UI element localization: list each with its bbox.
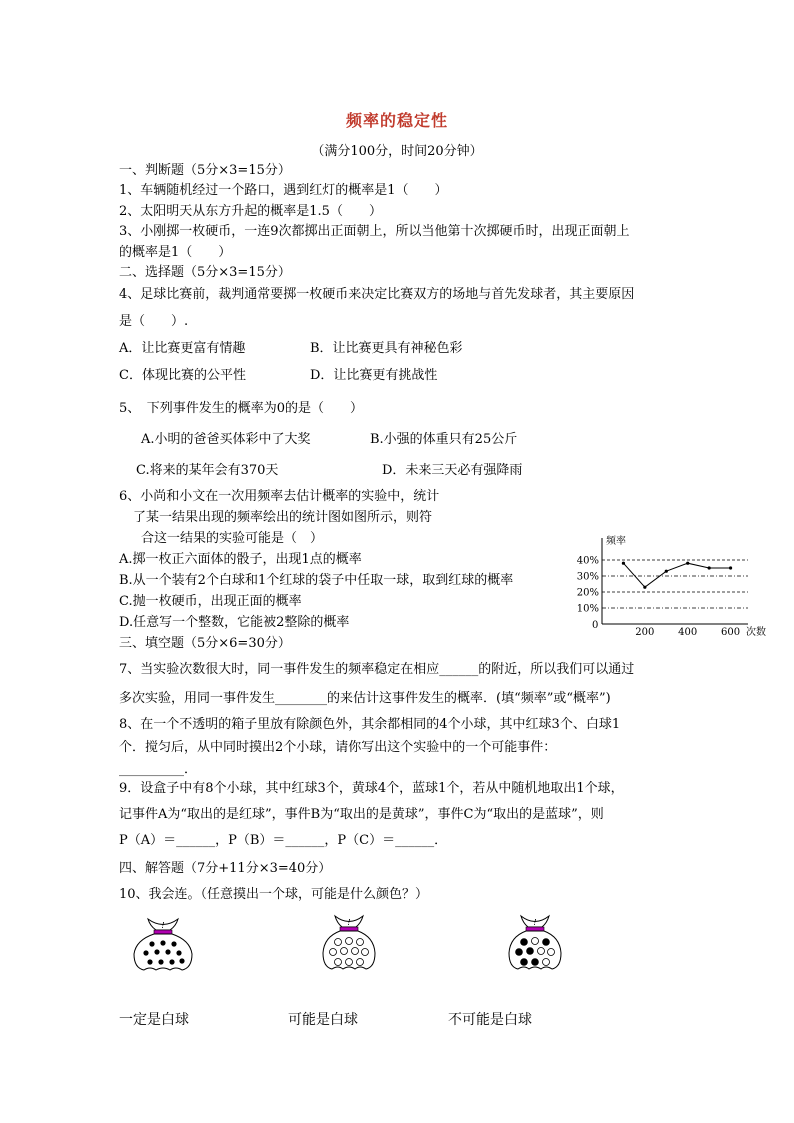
y-tick-label: 40% <box>576 555 599 567</box>
question-4-option-c: C．体现比赛的公平性 <box>119 368 246 383</box>
x-tick-label: 400 <box>678 627 698 638</box>
chart-axes <box>602 538 748 624</box>
question-9-line3: P（A）＝______，P（B）＝______，P（C）＝______． <box>119 833 448 848</box>
label-impossible-white: 不可能是白球 <box>448 1012 532 1028</box>
question-6-option-c: C.抛一枚硬币，出现正面的概率 <box>119 594 302 609</box>
chart-gridlines <box>602 560 748 608</box>
x-tick-label: 200 <box>635 627 655 638</box>
question-4-option-b: B．让比赛更具有神秘色彩 <box>310 341 463 356</box>
frequency-line-chart <box>570 532 766 644</box>
data-point <box>643 586 646 589</box>
chart-series <box>622 562 732 589</box>
bag-all-white-balls-icon <box>320 913 378 973</box>
bag-mixed-balls-icon <box>506 913 564 973</box>
question-3-line1: 3、小刚掷一枚硬币，一连9次都掷出正面朝上，所以当他第十次掷硬币时，出现正面朝上 <box>119 224 630 239</box>
question-10: 10、我会连。（任意摸出一个球，可能是什么颜色？） <box>119 887 429 902</box>
question-8-line1: 8、在一个不透明的箱子里放有除颜色外，其余都相同的4个小球，其中红球3个、白球1 <box>119 717 621 732</box>
y-tick-label: 10% <box>576 603 599 615</box>
section4-heading: 四、解答题（7分+11分×3=40分） <box>119 861 332 876</box>
question-6-option-b: B.从一个装有2个白球和1个红球的袋子中任取一球，取到红球的概率 <box>119 573 514 588</box>
question-9-line2: 记事件A为“取出的是红球”，事件B为“取出的是黄球”，事件C为“取出的是蓝球”，则 <box>119 807 604 822</box>
question-7-line1: 7、当实验次数很大时，同一事件发生的频率稳定在相应______的附近，所以我们可以通过 <box>119 662 635 677</box>
svg-text:!: ! <box>533 918 537 927</box>
section3-heading: 三、填空题（5分×6=30分） <box>119 636 291 651</box>
page-subtitle: （满分100分，时间20分钟） <box>311 144 483 159</box>
bag-all-black-balls-icon <box>130 916 196 974</box>
question-3-line2: 的概率是1（ ） <box>119 245 232 260</box>
label-possibly-white: 可能是白球 <box>288 1012 358 1028</box>
svg-text:!: ! <box>161 921 165 930</box>
data-point <box>665 570 668 573</box>
question-8-line2: 个．搅匀后，从中同时摸出2个小球，请你写出这个实验中的一个可能事件： <box>119 740 557 755</box>
chart-tick-labels <box>577 534 766 638</box>
data-point <box>729 566 732 569</box>
origin-label: 0 <box>592 620 599 631</box>
question-6-line2: 了某一结果出现的频率绘出的统计图如图所示，则符 <box>133 510 433 525</box>
data-point <box>686 562 689 565</box>
x-tick-label: 600 <box>721 627 741 638</box>
question-2: 2、太阳明天从东方升起的概率是1.5（ ） <box>119 204 382 219</box>
question-4-option-a: A．让比赛更富有情趣 <box>119 341 246 356</box>
y-tick-label: 30% <box>576 571 599 583</box>
svg-text:!: ! <box>347 918 351 927</box>
question-6-line1: 6、小尚和小文在一次用频率去估计概率的实验中，统计 <box>119 489 440 504</box>
question-1: 1、车辆随机经过一个路口，遇到红灯的概率是1（ ） <box>119 183 448 198</box>
question-6-line3: 合这一结果的实验可能是（ ） <box>141 531 324 546</box>
data-point <box>708 566 711 569</box>
label-definitely-white: 一定是白球 <box>119 1012 189 1028</box>
question-6-option-a: A.掷一枚正六面体的骰子，出现1点的概率 <box>119 552 362 567</box>
question-4-option-d: D．让比赛更有挑战性 <box>310 368 438 383</box>
section1-heading: 一、判断题（5分×3=15分） <box>119 163 291 178</box>
question-4-line1: 4、足球比赛前，裁判通常要掷一枚硬币来决定比赛双方的场地与首先发球者，其主要原因 <box>119 287 635 302</box>
question-7-line2: 多次实验，用同一事件发生________的来估计这事件发生的概率．(填“频率”或“概率”) <box>119 691 611 706</box>
question-5-option-b: B.小强的体重只有25公斤 <box>370 432 518 447</box>
x-axis-label: 次数 <box>746 627 766 638</box>
question-9-line1: 9．设盒子中有8个小球，其中红球3个，黄球4个，蓝球1个，若从中随机地取出1个球， <box>119 781 624 796</box>
data-point <box>622 562 625 565</box>
section2-heading: 二、选择题（5分×3=15分） <box>119 265 291 280</box>
question-6-option-d: D.任意写一个整数，它能被2整除的概率 <box>119 615 350 630</box>
question-5-option-c: C.将来的某年会有370天 <box>136 463 279 478</box>
question-5: 5、 下列事件发生的概率为0的是（ ） <box>119 401 364 416</box>
question-8-line3: __________． <box>119 762 198 777</box>
frequency-line <box>623 563 730 587</box>
question-5-option-d: D．未来三天必有强降雨 <box>382 463 523 478</box>
question-5-option-a: A.小明的爸爸买体彩中了大奖 <box>141 432 311 447</box>
y-axis-label: 频率 <box>606 536 626 547</box>
y-tick-label: 20% <box>576 587 599 599</box>
question-4-line2: 是（ ）. <box>119 314 189 329</box>
page-title: 频率的稳定性 <box>345 111 448 130</box>
